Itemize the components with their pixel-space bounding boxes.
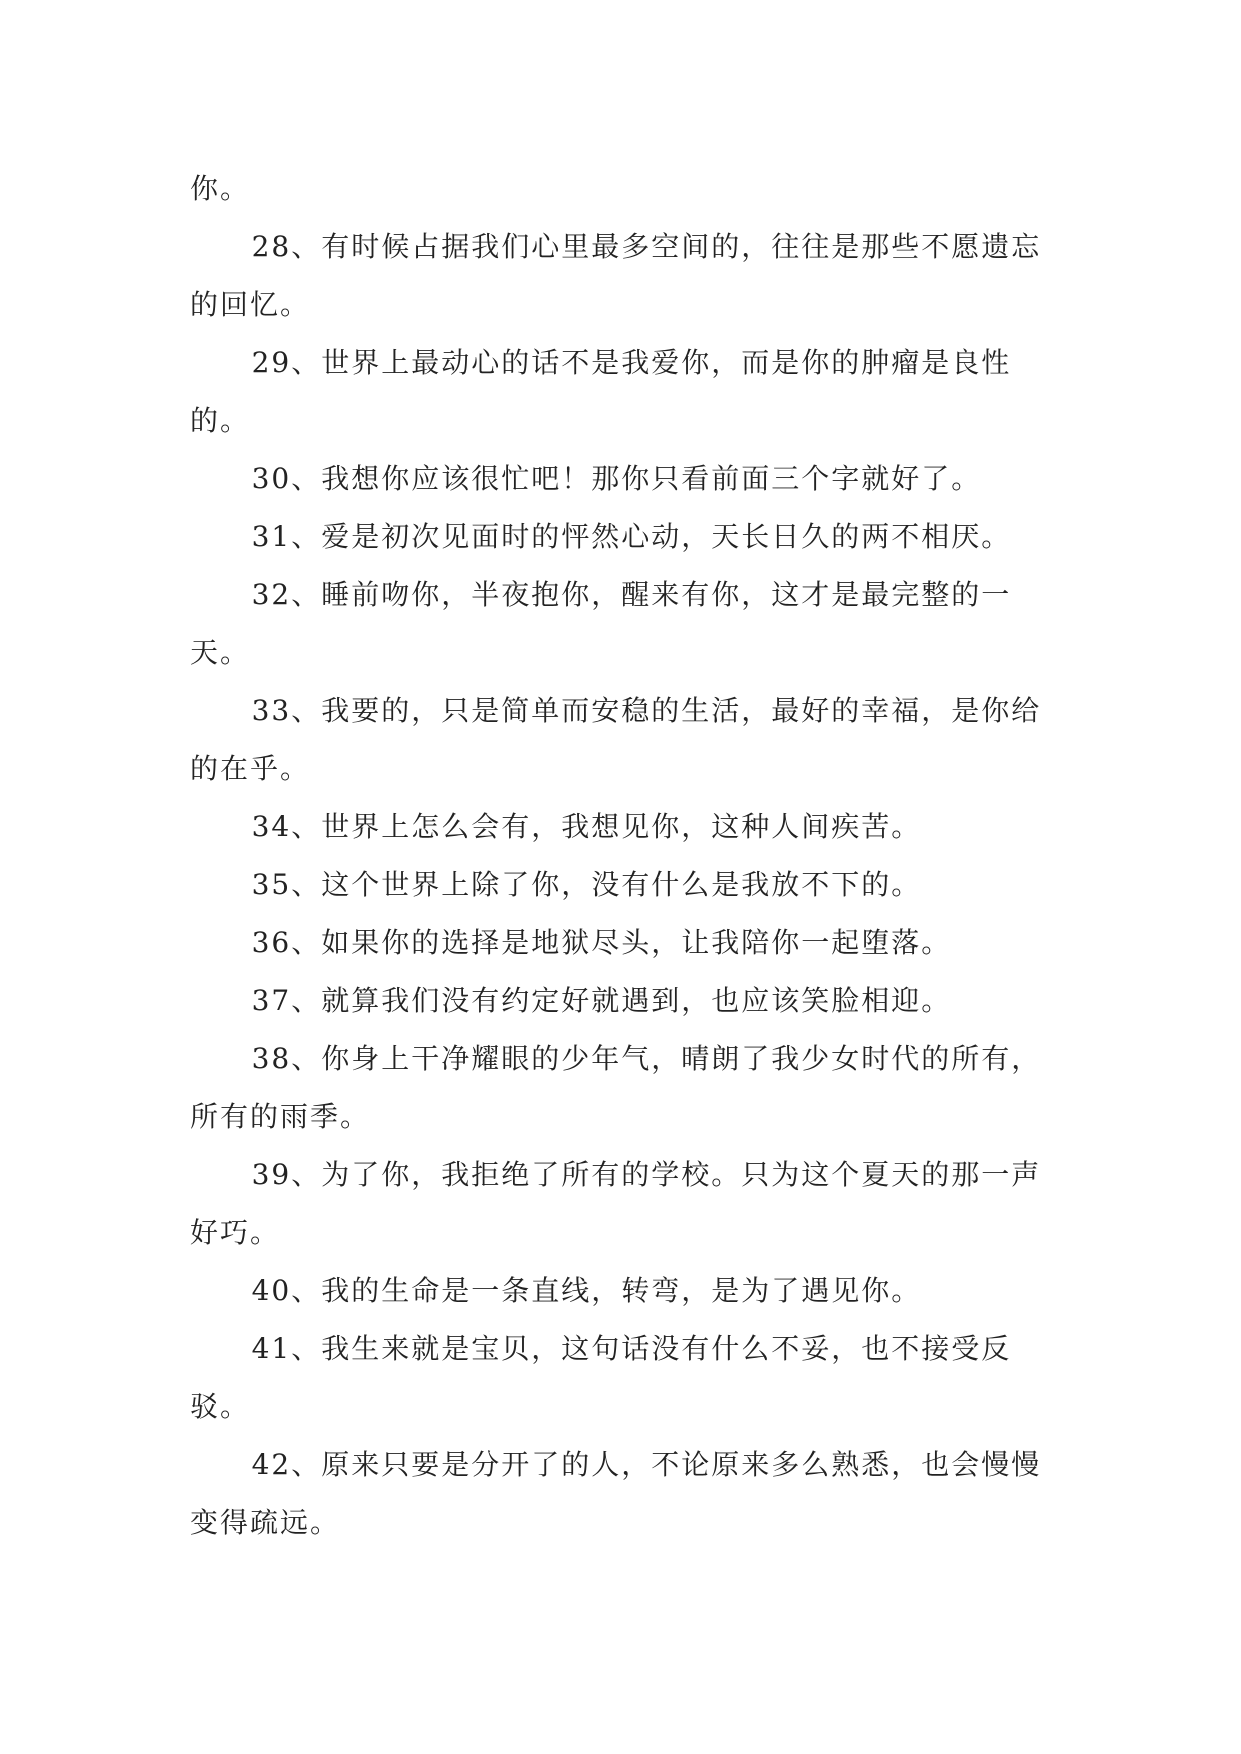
paragraph-33: 33、我要的，只是简单而安稳的生活，最好的幸福，是你给的在乎。: [190, 694, 1042, 785]
paragraph-36: 36、如果你的选择是地狱尽头，让我陪你一起堕落。: [251, 926, 952, 959]
paragraph-42: 42、原来只要是分开了的人，不论原来多么熟悉，也会慢慢变得疏远。: [190, 1448, 1042, 1539]
paragraph-37: 37、就算我们没有约定好就遇到，也应该笑脸相迎。: [251, 984, 952, 1017]
paragraph-34: 34、世界上怎么会有，我想见你，这种人间疾苦。: [251, 810, 922, 843]
paragraph-38: 38、你身上干净耀眼的少年气，晴朗了我少女时代的所有，所有的雨季。: [190, 1042, 1042, 1133]
text-column: [190, 160, 1070, 1552]
paragraph-32: 32、睡前吻你，半夜抱你，醒来有你，这才是最完整的一天。: [190, 578, 1012, 669]
paragraph-35: 35、这个世界上除了你，没有什么是我放不下的。: [251, 868, 922, 901]
paragraph-31: 31、爱是初次见面时的怦然心动，天长日久的两不相厌。: [251, 520, 1012, 553]
paragraph-29: 29、世界上最动心的话不是我爱你，而是你的肿瘤是良性的。: [190, 346, 1012, 437]
paragraph-28: 28、有时候占据我们心里最多空间的，往往是那些不愿遗忘的回忆。: [190, 230, 1042, 321]
paragraph-41: 41、我生来就是宝贝，这句话没有什么不妥，也不接受反驳。: [190, 1332, 1012, 1423]
paragraph-39: 39、为了你，我拒绝了所有的学校。只为这个夏天的那一声好巧。: [190, 1158, 1042, 1249]
paragraph-30: 30、我想你应该很忙吧！那你只看前面三个字就好了。: [251, 462, 982, 495]
paragraph-continuation: 你。: [190, 172, 251, 205]
paragraph-40: 40、我的生命是一条直线，转弯，是为了遇见你。: [251, 1274, 922, 1307]
